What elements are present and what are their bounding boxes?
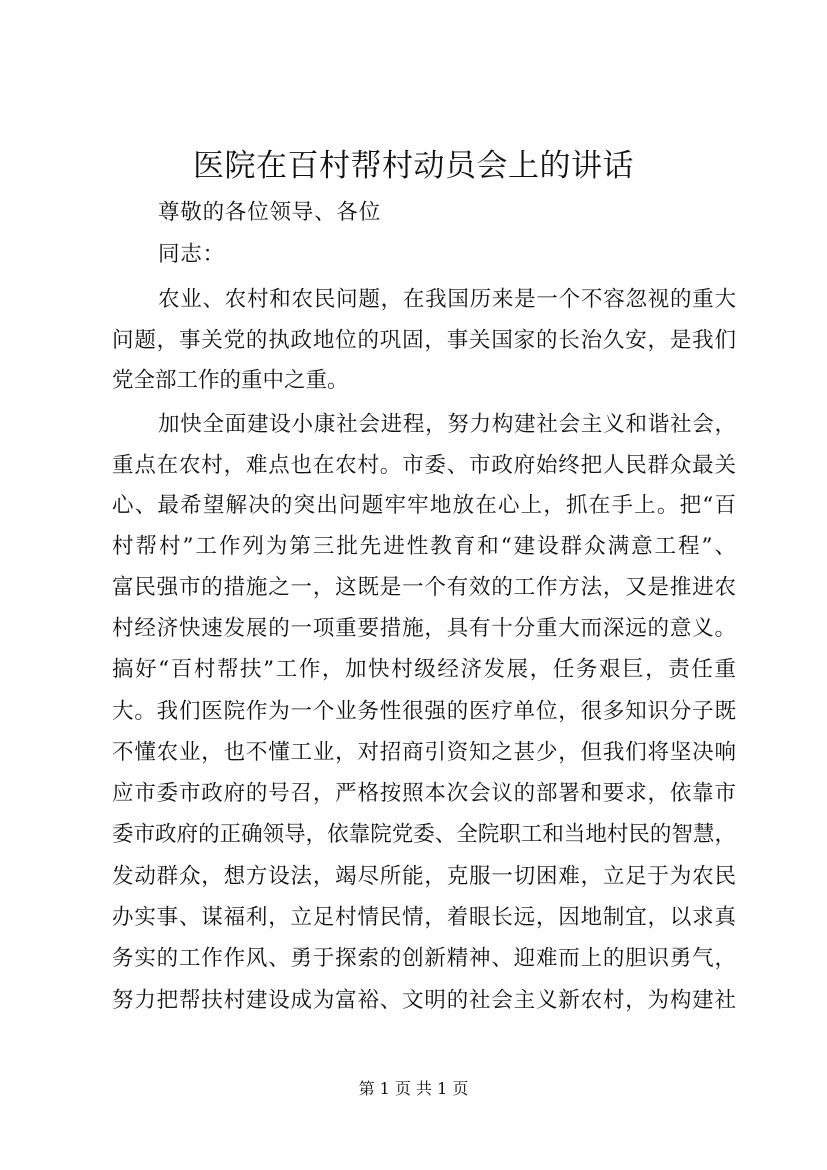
paragraph-line: 办实事、谋福利，立足村情民情，着眼长远，因地制宜，以求真 xyxy=(112,905,736,930)
paragraph-line: 应市委市政府的号召，严格按照本次会议的部署和要求，依靠市 xyxy=(112,781,736,806)
paragraph-line: 加快全面建设小康社会进程，努力构建社会主义和谐社会， xyxy=(158,412,736,437)
paragraph-line: 心、最希望解决的突出问题牢牢地放在心上，抓在手上。把“百 xyxy=(112,493,736,518)
paragraph-line: 村帮村”工作列为第三批先进性教育和“建设群众满意工程”、 xyxy=(112,534,736,559)
paragraph-line: 重点在农村，难点也在农村。市委、市政府始终把人民群众最关 xyxy=(112,453,736,478)
paragraph-line: 努力把帮扶村建设成为富裕、文明的社会主义新农村，为构建社 xyxy=(112,988,736,1013)
paragraph-line: 富民强市的措施之一，这既是一个有效的工作方法，又是推进农 xyxy=(112,575,736,600)
paragraph-line: 村经济快速发展的一项重要措施，具有十分重大而深远的意义。 xyxy=(112,616,736,641)
paragraph-line: 委市政府的正确领导，依靠院党委、全院职工和当地村民的智慧， xyxy=(112,822,736,847)
document-title: 医院在百村帮村动员会上的讲话 xyxy=(193,148,634,184)
paragraph-line: 农业、农村和农民问题，在我国历来是一个不容忽视的重大 xyxy=(158,287,736,312)
paragraph-line: 不懂农业，也不懂工业，对招商引资知之甚少，但我们将坚决响 xyxy=(112,740,736,765)
paragraph-line: 搞好“百村帮扶”工作，加快村级经济发展，任务艰巨，责任重 xyxy=(112,657,736,682)
salutation-line-1: 尊敬的各位领导、各位 xyxy=(158,200,382,225)
paragraph-line: 发动群众，想方设法，竭尽所能，克服一切困难，立足于为农民 xyxy=(112,864,736,889)
salutation-line-2: 同志： xyxy=(158,242,225,267)
paragraph-line: 大。我们医院作为一个业务性很强的医疗单位，很多知识分子既 xyxy=(112,699,736,724)
paragraph-line: 党全部工作的重中之重。 xyxy=(112,368,349,393)
page-number-footer: 第 1 页 共 1 页 xyxy=(358,1079,469,1098)
paragraph-line: 务实的工作作风、勇于探索的创新精神、迎难而上的胆识勇气， xyxy=(112,946,736,971)
paragraph-line: 问题，事关党的执政地位的巩固，事关国家的长治久安，是我们 xyxy=(112,328,736,353)
